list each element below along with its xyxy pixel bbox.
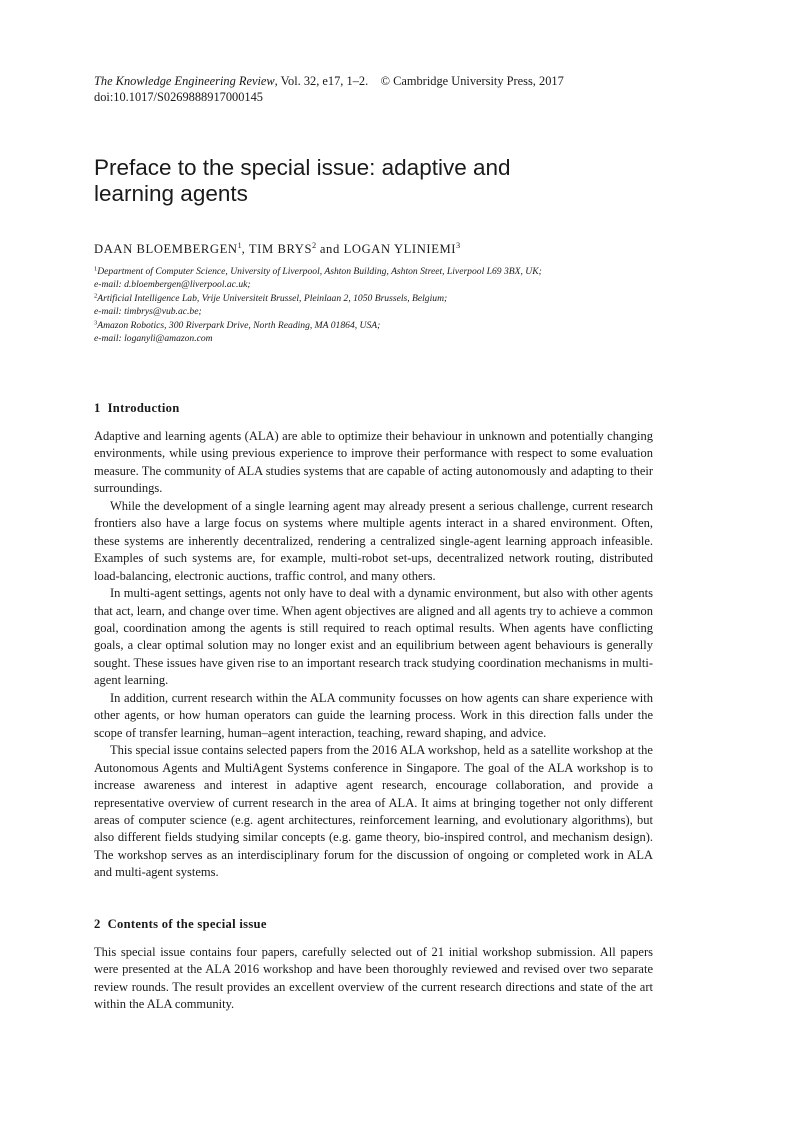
journal-citation-line	[94, 73, 654, 89]
author-2-affil-marker: 2	[312, 241, 317, 250]
affiliation-1: $^1$Department of Computer Science, University of Liverpool, Ashton Building, Ashton Street, Liverpool L69 3BX, UK;	[94, 265, 542, 277]
affiliation-3-email: e-mail: loganyli@amazon.com	[94, 333, 213, 345]
affiliations	[94, 265, 654, 345]
paragraph: While the development of a single learning agent may already present a serious challenge, current research frontiers also have a large focus on systems where multiple agents interact in a shared environment. Often, these systems are inherently decentralized, rendering a centralized single-agent learning approach infeasible. Examples of such systems are, for example, multi-robot set-ups, decentralized network routing, distributed load-balancing, electronic auctions, traffic control, and many others.	[94, 498, 653, 583]
paragraph: In multi-agent settings, agents not only have to deal with a dynamic environment, but also with other agents that act, learn, and change over time. When agent objectives are aligned and all agents try to achieve a common goal, coordination among the agents is still required to reach optimal results. When agents have conflicting goals, a clear optimal solution may no longer exist and an equilibrium between agent behaviours is generally sought. These issues have given rise to an important research track studying coordination mechanisms in multi-agent learning.	[94, 586, 653, 688]
paragraph: This special issue contains selected papers from the 2016 ALA workshop, held as a satellite workshop at the Autonomous Agents and MultiAgent Systems conference in Singapore. The goal of the ALA workshop is to increase awareness and interest in adaptive agent research, encourage collaboration, and provide a representative overview of current research in the area of ALA. It aims at bringing together not only different areas of computer science (e.g. agent architectures, reinforcement learning, and evolutionary algorithms), but also different fields studying similar concepts (e.g. game theory, bio-inspired control, and mechanism design). The workshop serves as an interdisciplinary forum for the discussion of ongoing or completed work in ALA and multi-agent systems.	[94, 743, 653, 880]
affiliation-1-email: e-mail: d.bloembergen@liverpool.ac.uk;	[94, 279, 251, 291]
affiliation-2-email: e-mail: timbrys@vub.ac.be;	[94, 306, 202, 318]
section-heading-introduction: 1 Introduction	[94, 401, 180, 415]
author-3-affil-marker: 3	[456, 241, 461, 250]
paragraph: In addition, current research within the ALA community focusses on how agents can share experience with other agents, or how human operators can guide the learning process. Work in this direction falls under the scope of transfer learning, human–agent interaction, teaching, reward shaping, and advice.	[94, 690, 653, 740]
doi: doi:10.1017/S0269888917000145	[94, 90, 264, 104]
journal-volume: , Vol. 32, e17, 1–2.	[274, 74, 369, 88]
copyright-notice: © Cambridge University Press, 2017	[380, 74, 564, 88]
author-1: DAAN BLOEMBERGEN	[94, 242, 238, 256]
author-list	[94, 241, 654, 257]
section-heading-contents: 2 Contents of the special issue	[94, 917, 267, 931]
author-1-affil-marker: 1	[237, 241, 242, 250]
author-3: and LOGAN YLINIEMI	[316, 242, 457, 256]
journal-header	[94, 73, 654, 105]
author-2: , TIM BRYS	[241, 242, 313, 256]
journal-name: The Knowledge Engineering Review	[94, 74, 275, 88]
paper-title-line-2: learning agents	[94, 181, 248, 206]
affiliation-2: $^2$Artificial Intelligence Lab, Vrije Universiteit Brussel, Pleinlaan 2, 1050 Brussels, Belgium;	[94, 292, 448, 304]
paper-title-line-1: Preface to the special issue: adaptive and	[94, 155, 511, 180]
affiliation-3: $^3$Amazon Robotics, 300 Riverpark Drive, North Reading, MA 01864, USA;	[94, 319, 381, 331]
paragraph: This special issue contains four papers, carefully selected out of 21 initial workshop submission. All papers were presented at the ALA 2016 workshop and have been thoroughly reviewed and revised over two separate review rounds. The result provides an excellent overview of the current research directions and state of the art within the ALA community.	[94, 945, 653, 1012]
section-body-contents	[94, 944, 653, 1014]
section-body-introduction	[94, 428, 653, 882]
paragraph: Adaptive and learning agents (ALA) are able to optimize their behaviour in unknown and potentially changing environments, while using previous experience to improve their performance with respect to some evaluation measure. The community of ALA studies systems that are capable of acting autonomously and adapting to their surroundings.	[94, 429, 653, 496]
paper-title	[94, 155, 654, 207]
